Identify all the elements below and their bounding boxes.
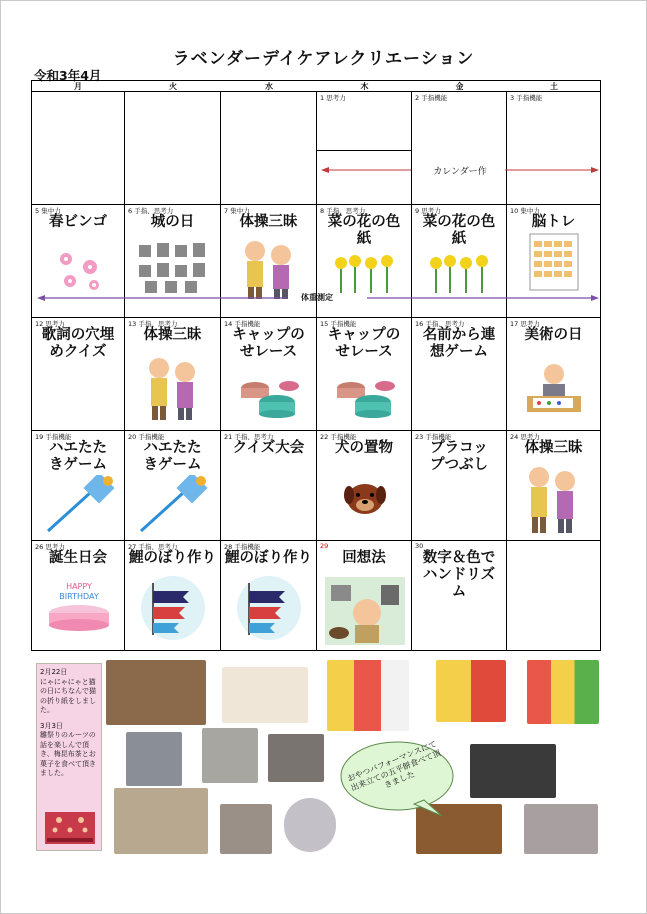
day-number: 15 手指機能	[320, 320, 357, 328]
note-paragraph-1: 2月22日 にゃにゃにゃと猫の日にちなんで猫の折り紙をしました。	[40, 668, 96, 714]
cap-race-illustration	[235, 372, 303, 418]
dog-ornament-illustration	[343, 477, 387, 517]
exercise-illustration	[519, 461, 587, 537]
day-number: 16 手指、思考力	[415, 320, 465, 328]
day-number: 28 手指機能	[224, 543, 261, 551]
activity-label: 菜の花の色紙	[327, 214, 401, 247]
castle-illustration	[135, 239, 211, 295]
activity-label: ハエたたきゲーム	[49, 440, 107, 473]
day-number: 9 思考力	[415, 207, 441, 215]
photo-cat-origami-1	[327, 660, 409, 731]
activity-label: ハエたたきゲーム	[143, 440, 202, 473]
day-cell-13	[125, 318, 221, 431]
day-number: 5 集中力	[35, 207, 61, 215]
day-cell-21	[221, 431, 317, 541]
photo-eating	[524, 804, 598, 854]
day-cell-27	[125, 541, 221, 651]
weekday-tue: 火	[169, 82, 177, 91]
fly-swatter-illustration	[42, 475, 116, 535]
day-cell-19	[31, 431, 125, 541]
calendar-arrow-label: カレンダー作	[415, 164, 505, 177]
photo-cat-origami-3	[527, 660, 599, 724]
activity-label: 犬の置物	[335, 440, 393, 456]
weekday-thu: 木	[360, 82, 369, 91]
calendar	[31, 80, 601, 651]
photo-activity-3	[268, 734, 324, 782]
day-cell-29	[317, 541, 412, 651]
puzzle-sheet-illustration	[529, 233, 579, 291]
activity-label: 体操三昧	[143, 327, 202, 343]
day-number: 10 集中力	[510, 207, 540, 215]
carp-streamer-illustration	[139, 575, 207, 641]
photo-activity-1	[126, 732, 182, 786]
day-number: 12 思考力	[35, 320, 65, 328]
svg-text:HAPPY: HAPPY	[66, 582, 92, 591]
activity-label: 誕生日会	[49, 550, 107, 566]
photo-origami	[222, 667, 308, 723]
photo-hina-display	[106, 660, 206, 725]
day-number: 20 手指機能	[128, 433, 165, 441]
activity-label: プラコップつぶし	[430, 440, 488, 473]
rapeseed-illustration	[333, 255, 397, 295]
day-cell-empty	[507, 541, 601, 651]
carp-streamer-illustration	[235, 575, 303, 641]
day-cell-23	[412, 431, 507, 541]
day-number: 23 手指機能	[415, 433, 452, 441]
activity-label: 美術の日	[524, 327, 583, 343]
note-paragraph-2: 3月3日 雛祭りのルーツの話を楽しんで頂き、梅昆布茶とお菓子を食べて頂きました。	[40, 721, 96, 777]
activity-label: 体操三昧	[524, 440, 583, 456]
photo-cat-origami-2	[436, 660, 506, 722]
activity-label: 回想法	[342, 550, 386, 566]
day-cell-15	[317, 318, 412, 431]
day-number: 30	[415, 542, 424, 550]
weekday-fri: 金	[455, 82, 464, 91]
activity-label: キャップのせレース	[232, 327, 305, 360]
weekday-mon: 月	[74, 82, 82, 91]
birthday-cake-illustration	[44, 577, 114, 633]
measure-arrow-label: 体重測定	[301, 293, 333, 302]
activity-label: 脳トレ	[531, 214, 576, 230]
day-number: 6 手指、思考力	[128, 207, 174, 215]
photo-activity-2	[202, 728, 258, 783]
day-number: 17 思考力	[510, 320, 540, 328]
day-number: 13 手指、思考力	[128, 320, 178, 328]
day-number: 24 思考力	[510, 433, 540, 441]
day-cell-2	[412, 92, 507, 205]
day-number: 3 手指機能	[510, 94, 543, 102]
day-number: 1 思考力	[320, 94, 346, 102]
day-number: 22 手指機能	[320, 433, 357, 441]
activity-label: キャップのせレース	[327, 327, 401, 360]
day-number: 8 手指、思考力	[320, 207, 366, 215]
day-cell-30	[412, 541, 507, 651]
day-number: 14 手指機能	[224, 320, 261, 328]
photo-activity-6	[284, 798, 336, 852]
weekday-sat: 土	[550, 82, 558, 91]
fly-swatter-illustration	[135, 475, 209, 535]
day-cell-20	[125, 431, 221, 541]
day-number: 26 思考力	[35, 543, 65, 551]
reminiscence-illustration	[325, 577, 405, 645]
day-number: 27 手指、思考力	[128, 543, 178, 551]
rapeseed-illustration	[428, 255, 492, 295]
day-cell-empty	[125, 92, 221, 205]
bubble-text: おやつパフォーマンスにて出来立ての五平餅食べて頂きました	[346, 739, 443, 793]
svg-text:BIRTHDAY: BIRTHDAY	[59, 592, 99, 601]
painting-illustration	[523, 358, 585, 414]
day-cell-1	[317, 92, 412, 205]
day-cell-22	[317, 431, 412, 541]
day-cell-28	[221, 541, 317, 651]
activity-label: 歌詞の穴埋めクイズ	[41, 327, 115, 360]
flower-illustration	[52, 245, 106, 293]
photo-gohei-grill	[470, 744, 556, 798]
activity-label: 鯉のぼり作り	[129, 550, 216, 566]
activity-label: 数字＆色でハンドリズム	[422, 550, 496, 600]
month-label: 令和3年4月	[34, 68, 102, 83]
activity-label: 城の日	[150, 214, 195, 230]
day-cell-14	[221, 318, 317, 431]
activity-label: 菜の花の色紙	[422, 214, 496, 247]
photo-activity-5	[220, 804, 272, 854]
day-number: 29	[320, 542, 329, 550]
page-title: ラベンダーデイケアレクリエーション	[172, 49, 475, 69]
event-note	[36, 663, 102, 851]
day-number: 19 手指機能	[35, 433, 72, 441]
day-cell-16	[412, 318, 507, 431]
day-cell-24	[507, 431, 601, 541]
cap-race-illustration	[331, 372, 399, 418]
activity-label: 名前から連想ゲーム	[422, 327, 496, 360]
day-number: 21 手指、思考力	[224, 433, 274, 441]
activity-label: 鯉のぼり作り	[225, 550, 312, 566]
day-number: 7 集中力	[224, 207, 250, 215]
day-number: 2 手指機能	[415, 94, 448, 102]
photo-activity-4	[114, 788, 208, 854]
day-cell-26	[31, 541, 125, 651]
activity-label: 春ビンゴ	[49, 214, 107, 230]
day-cell-empty	[31, 92, 125, 205]
activity-label: クイズ大会	[232, 440, 305, 456]
day-cell-empty	[221, 92, 317, 205]
exercise-illustration	[139, 352, 207, 422]
day-cell-12	[31, 318, 125, 431]
activity-label: 体操三昧	[239, 214, 298, 230]
day-cell-3	[507, 92, 601, 205]
day-cell-17	[507, 318, 601, 431]
hina-doll-illustration	[45, 812, 95, 844]
weekday-wed: 水	[265, 82, 273, 91]
